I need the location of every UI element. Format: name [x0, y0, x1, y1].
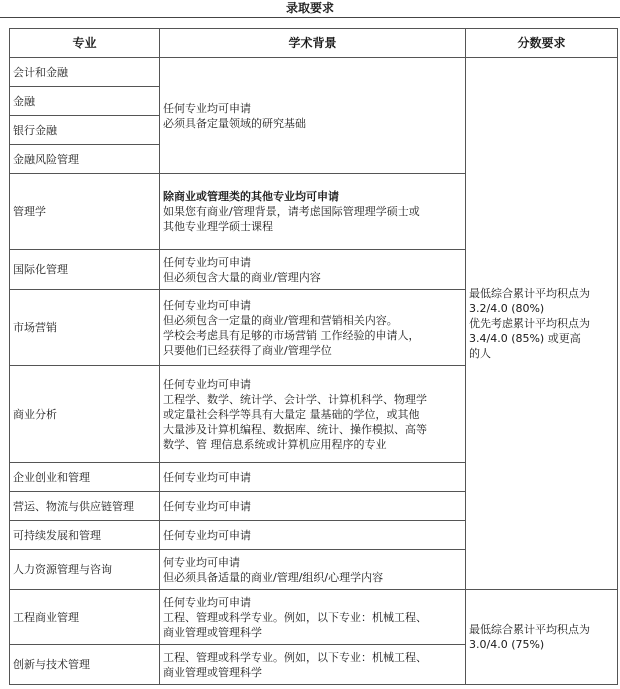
background-cell: 工程、管理或科学专业。例如，以下专业：机械工程、 商业管理或管理科学: [160, 645, 466, 685]
major-cell: 金融: [10, 87, 160, 116]
background-cell: 任何专业均可申请 但必须包含大量的商业/管理内容: [160, 250, 466, 290]
major-cell: 银行金融: [10, 116, 160, 145]
background-cell: 任何专业均可申请 工程、管理或科学专业。例如，以下专业：机械工程、 商业管理或管理科学: [160, 590, 466, 645]
title-underline: [0, 17, 620, 18]
background-cell: 任何专业均可申请 工程学、数学、统计学、会计学、计算机科学、物理学 或定量社会科学等具有大量定 量基础的学位，或其他 大量涉及计算机编程、数据库、统计、操作模拟、高等 数学、管 理信息系统或计算机应用程序的专业: [160, 366, 466, 463]
table-header-row: [10, 29, 618, 58]
major-cell: 创新与技术管理: [10, 645, 160, 685]
background-cell: 任何专业均可申请: [160, 492, 466, 521]
background-cell: 任何专业均可申请 必须具备定量领域的研究基础: [160, 58, 466, 174]
score-cell-group1: 最低综合累计平均积点为 3.2/4.0 (80%) 优先考虑累计平均积点为 3.4/4.0 (85%) 或更高 的人: [466, 58, 618, 590]
page-title: 录取要求: [285, 1, 334, 15]
major-cell: 国际化管理: [10, 250, 160, 290]
major-cell: 会计和金融: [10, 58, 160, 87]
table-row: [10, 590, 618, 645]
admission-requirements-table: [9, 28, 618, 685]
score-cell-group2: 最低综合累计平均积点为 3.0/4.0 (75%): [466, 590, 618, 685]
table-row: [10, 58, 618, 87]
major-cell: 管理学: [10, 174, 160, 250]
background-cell: 除商业或管理类的其他专业均可申请 如果您有商业/管理背景，请考虑国际管理理学硕士或 其他专业理学硕士课程: [160, 174, 466, 250]
major-cell: 营运、物流与供应链管理: [10, 492, 160, 521]
major-cell: 商业分析: [10, 366, 160, 463]
background-cell: 任何专业均可申请: [160, 463, 466, 492]
header-score: 分数要求: [466, 29, 618, 58]
background-cell: 任何专业均可申请: [160, 521, 466, 550]
major-cell: 工程商业管理: [10, 590, 160, 645]
background-cell: 何专业均可申请 但必须具备适量的商业/管理/组织/心理学内容: [160, 550, 466, 590]
major-cell: 人力资源管理与咨询: [10, 550, 160, 590]
major-cell: 金融风险管理: [10, 145, 160, 174]
background-cell: 任何专业均可申请 但必须包含一定量的商业/管理和营销相关内容。 学校会考虑具有足够的市场营销 工作经验的申请人， 只要他们已经获得了商业/管理学位: [160, 290, 466, 366]
major-cell: 企业创业和管理: [10, 463, 160, 492]
major-cell: 市场营销: [10, 290, 160, 366]
header-major: 专业: [10, 29, 160, 58]
header-background: 学术背景: [160, 29, 466, 58]
major-cell: 可持续发展和管理: [10, 521, 160, 550]
